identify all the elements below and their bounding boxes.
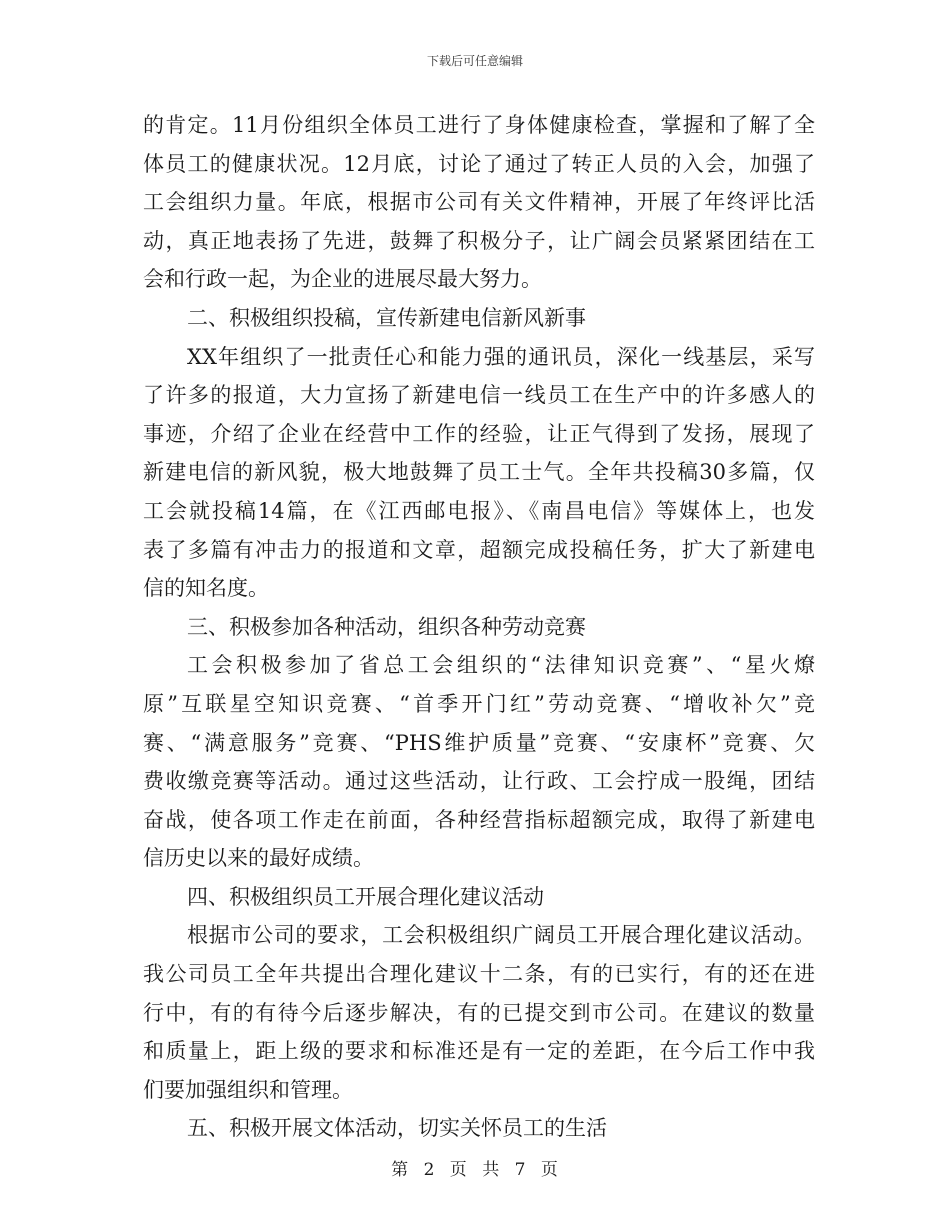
body-line: 事迹，介绍了企业在经营中工作的经验，让正气得到了发扬，展现了	[143, 421, 815, 446]
body-line: 会和行政一起，为企业的进展尽最大努力。	[143, 267, 542, 292]
body-line: XX年组织了一批责任心和能力强的通讯员，深化一线基层，采写	[187, 344, 815, 369]
body-line: 我公司员工全年共提出合理化建议十二条，有的已实行，有的还在进	[143, 962, 815, 987]
body-line: 和质量上，距上级的要求和标准还是有一定的差距，在今后工作中我	[143, 1039, 815, 1064]
body-line: 动，真正地表扬了先进，鼓舞了积极分子，让广阔会员紧紧团结在工	[143, 228, 815, 253]
body-line: 工会组织力量。年底，根据市公司有关文件精神，开展了年终评比活	[143, 190, 815, 215]
footer-suffix: 页	[540, 1160, 559, 1180]
body-line: 们要加强组织和管理。	[143, 1077, 353, 1102]
body-line: 奋战，使各项工作走在前面，各种经营指标超额完成，取得了新建电	[143, 807, 815, 832]
footer-page-word: 页	[449, 1160, 468, 1180]
body-line: 的肯定。11月份组织全体员工进行了身体健康检查，掌握和了解了全	[143, 113, 815, 137]
document-body	[143, 106, 815, 1148]
body-line: 根据市公司的要求，工会积极组织广阔员工开展合理化建议活动。	[187, 923, 815, 948]
body-line: 工会就投稿14篇，在《江西邮电报》、《南昌电信》等媒体上，也发	[143, 498, 815, 523]
body-line: 费收缴竞赛等活动。通过这些活动，让行政、工会拧成一股绳，团结	[143, 769, 815, 794]
section-heading: 三、积极参加各种活动，组织各种劳动竞赛	[187, 614, 586, 639]
section-heading: 二、积极组织投稿，宣传新建电信新风新事	[187, 305, 586, 330]
body-line: 赛、“满意服务”竞赛、“PHS维护质量”竞赛、“安康杯”竞赛、欠	[143, 730, 815, 755]
body-line: 信的知名度。	[143, 576, 269, 601]
body-line: 了许多的报道，大力宣扬了新建电信一线员工在生产中的许多感人的	[143, 383, 815, 408]
body-line: 新建电信的新风貌，极大地鼓舞了员工士气。全年共投稿30多篇，仅	[143, 460, 815, 485]
body-line: 原”互联星空知识竞赛、“首季开门红”劳动竞赛、“增收补欠”竞	[143, 691, 815, 716]
body-line: 信历史以来的最好成绩。	[143, 846, 374, 871]
section-heading: 五、积极开展文体活动，切实关怀员工的生活	[187, 1116, 607, 1141]
body-line: 体员工的健康状况。12月底，讨论了通过了转正人员的入会，加强了	[143, 151, 815, 176]
page-header: 下载后可任意编辑	[426, 54, 523, 68]
section-heading: 四、积极组织员工开展合理化建议活动	[187, 884, 544, 909]
footer-total-word: 共	[482, 1160, 501, 1180]
body-line: 工会积极参加了省总工会组织的“法律知识竞赛”、“星火燎	[187, 653, 815, 678]
body-line: 行中，有的有待今后逐步解决，有的已提交到市公司。在建议的数量	[143, 1000, 815, 1025]
current-page-number: 2	[423, 1160, 436, 1180]
footer-prefix: 第	[391, 1160, 410, 1180]
page-footer	[0, 1155, 950, 1180]
total-pages-number: 7	[514, 1160, 527, 1180]
body-line: 表了多篇有冲击力的报道和文章，超额完成投稿任务，扩大了新建电	[143, 537, 815, 562]
